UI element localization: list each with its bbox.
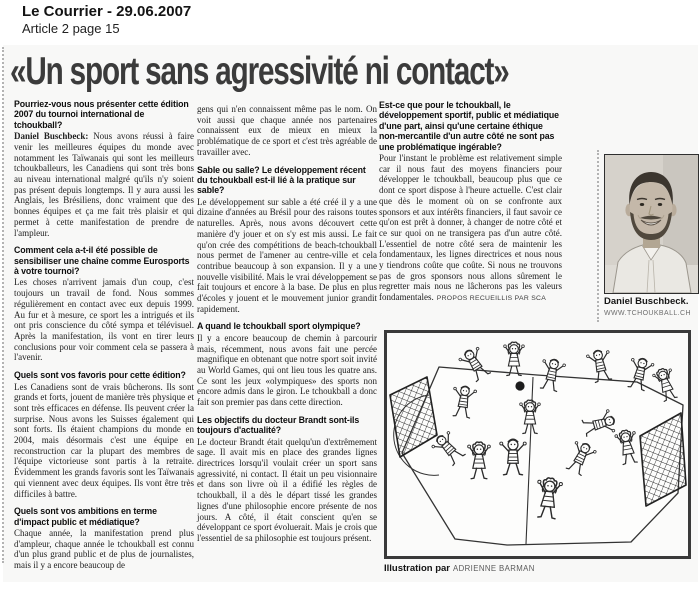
interview-question: Comment cela a-t-il été possible de sensibiliser une chaîne comme Eurosports à votre tournoi?: [14, 245, 190, 277]
interview-answer-continued: gens qui n'en connaissent même pas le nom. On voit aussi que chaque année nos partenaires connaissent eux de mieux en mieux la problématique de ce sport et c'est très agréable de travailler avec.: [197, 104, 377, 157]
interview-answer: Les choses n'arrivent jamais d'un coup, c'est toujours un travail de fond. Nous sommes régulièrement en contact avec eux depuis 1999. Au fur et à mesure, ce sport les a intrigués et ils ont pris conscience du côté sympa et télévisuel. Après la manifestation, ils vont en tirer leurs conclusions pour voir comment cela se passera à l'avenir.: [14, 277, 194, 363]
illustration-credit-label: Illustration par: [384, 563, 450, 574]
interview-question: Pourriez-vous nous présenter cette édition 2007 du tournoi international de tchoukball?: [14, 99, 189, 130]
interview-answer: Il y a encore beaucoup de chemin à parcourir mais, récemment, nous avons fait une percée magnifique en obtenant que notre sport soit invité au World Games, qui ont lieu tous les quatre ans. Ce sont les jeux «olympiques» des sports non encore admis dans le giron. Le tchoukball a donc fait son premier pas dans cette direction.: [197, 332, 377, 408]
photo-caption: Daniel Buschbeck.: [604, 296, 689, 307]
illustration-credit: [384, 563, 535, 574]
clipping-left-edge: [2, 47, 4, 563]
article-column-2: [197, 104, 377, 544]
photo-website: WWW.TCHOUKBALL.CH: [604, 310, 691, 317]
interview-question: A quand le tchoukball sport olympique?: [197, 321, 361, 332]
illustration-credit-name: ADRIENNE BARMAN: [452, 564, 535, 573]
interview-answer: Chaque année, la manifestation prend plus d'ampleur, chaque année le tchoukball est connu d'un plus grand public et de plus de journalistes, mais il y a encore beaucoup de: [14, 528, 194, 571]
interview-answer: Pour l'instant le problème est relativement simple car il nous faut des moyens financiers pour développer le tchoukball, beaucoup plus que ce dont ce sport dispose à l'heure actuelle. C'est clair que dès le moment où on se confronte aux sponsors et aux intérêts financiers, il faut savoir ce qu'on est prêt à donner, à changer de notre côté et ce sur quoi on ne transigera pas d'un autre côté. L'essentiel de notre côté sera de maintenir les fondamentaux, les lignes directrices et nous nous y tiendrons coûte que coûte. Si nous ne trouvons pas de gros sponsors nous allons sûrement le regretter mais nous ne lâcherons pas les valeurs fondamentales. PROPOS RECUEILLIS PAR SCA: [379, 153, 562, 303]
interview-question: Quels sont vos ambitions en terme d'impact public et médiatique?: [14, 506, 157, 527]
byline: PROPOS RECUEILLIS PAR SCA: [436, 295, 547, 303]
interview-answer: Daniel Buschbeck: Nous avons réussi à faire venir les meilleures équipes du monde avec notamment les Taïwanais qui sont les meilleurs tchoukballeurs, les Canadiens qui sont très bons au niveau international malgré qu'ils n'y soient pas présent depuis longtemps. Il y aura aussi les Anglais, les Brésiliens, donc vraiment que des bonnes équipes et ça me fait très plaisir et qui permet à cette manifestation de prendre de l'ampleur.: [14, 131, 194, 238]
interview-question: Sable ou salle? Le développement récent du tchoukball est-il lié à la pratique sur sable?: [197, 164, 366, 196]
portrait-photo: [604, 154, 699, 294]
interview-question: Les objectifs du docteur Brandt sont-ils toujours d'actualité?: [197, 414, 360, 436]
interview-answer: Le développement sur sable a été créé il y a une dizaine d'années au Brésil pour des raisons toutes naturelles. Après, nous avons découvert cette manière d'y jouer et on s'y est mis aussi. Le fait qu'on crée des compétitions de beach-tchoukball nous permet de l'amener au centre-ville et cela contribue beaucoup à son expansion. Il y a une nouvelle visibilité. Mais le vrai développement se fait toujours et encore à la base. De plus en plus d'écoles y jouent et le mouvement junior grandit rapidement.: [197, 196, 377, 314]
interview-answer: Les Canadiens sont de vrais bûcherons. Ils sont grands et forts, jouent de manière très physique et sont très efficaces en défense. Ils peuvent créer la surprise. Nous avons les Suisses également qui sont forts. Ils étaient champions du monde en 2004, mais désormais c'est une équipe en reconstruction car la plupart des membres de l'équipe victorieuse sont partis à la retraite. Évidemment les grands favoris sont les Taïwanais qui viennent avec deux équipes. Ils vont être très difficiles à battre.: [14, 381, 194, 499]
photo-column-edge: [597, 150, 599, 322]
interview-question: Quels sont vos favoris pour cette édition?: [14, 370, 186, 381]
masthead-title: Le Courrier - 29.06.2007: [22, 3, 192, 20]
interview-question: Est-ce que pour le tchoukball, le développement sportif, public et médiatique d'une part, ainsi qu'une certaine éthique non-mercantile d'un autre côté ne sont pas une problématique ingérable?: [379, 100, 559, 152]
tchoukball-illustration: [384, 330, 691, 559]
portrait-photo-drawing: [605, 155, 698, 293]
article-column-1: [14, 99, 194, 571]
interview-answer: Le docteur Brandt était quelqu'un d'extrêmement sage. Il avait mis en place des grandes lignes directrices lorsqu'il voulait créer un sport sans agressivité, ni contact. Il était un peu visionnaire et dans son livre où il a édifié les règles de tchoukball, il a dès le départ tissé les grandes lignes d'une philosophie encore présente de nos jours. A côté, il était conscient qu'en se développant ce sport évoluerait. Mais je crois que l'essentiel de sa philosophie est toujours présent.: [197, 436, 377, 543]
article-headline: «Un sport sans agressivité ni contact»: [10, 50, 509, 93]
tchoukball-illustration-drawing: [387, 333, 688, 556]
article-column-3: [379, 100, 562, 305]
article-reference: Article 2 page 15: [22, 21, 120, 36]
ball-icon: [515, 381, 524, 390]
speaker-name: Daniel Buschbeck:: [14, 131, 89, 142]
